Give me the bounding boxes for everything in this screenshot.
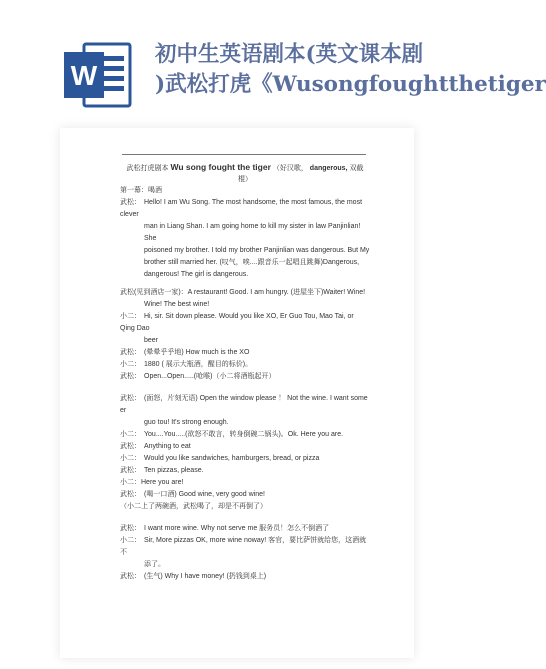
line-text: I want more wine. Why not serve me 服务员！怎么不倒酒了 [144,525,330,532]
speaker: 小二： [120,537,141,544]
page-title [155,40,546,100]
line-text: (晕晕乎乎地) How much is the XO [144,349,250,356]
script-line [120,393,370,417]
script-line: man in Liang Shan. I am going home to kill my sister in law Panjinlian! She [144,223,361,242]
script-line: Wine! The best wine! [144,301,210,308]
doc-heading [120,162,370,185]
script-line [120,535,370,559]
script-line: brother still married her. (叹气，唉....跟音乐一起唱且跳舞)Dangerous, [144,259,360,266]
document-body [120,156,370,583]
doc-heading-cn: 武松打虎剧本 [126,165,169,172]
word-icon-letter: W [70,60,98,91]
line-text: Ten pizzas, please. [144,467,204,474]
speaker: 武松： [120,443,141,450]
stage-direction: （小二上了两碗酒，武松喝了，却是不再倒了） [120,503,267,510]
line-text: (见到酒店一家)：A restaurant! Good. I am hungry. (进屋坐下)Waiter! Wine! [134,289,366,296]
speaker: 武松： [120,199,141,206]
line-text: You....You.....(欲怒不敢言，转身倒碗二锅头)。Ok. Here you are. [144,431,344,438]
speaker: 武松： [120,491,141,498]
script-line [120,371,370,383]
script-line [120,429,370,441]
script-line [120,523,370,535]
script-line: poisoned my brother. I told my brother Panjinlian was dangerous. But My [144,247,370,254]
doc-heading-line2: 棍） [238,176,252,183]
speaker: 小二： [120,313,141,320]
title-line-2: )武松打虎《Wusongfoughtthetiger [155,72,546,97]
script-line: guo tou! It's strong enough. [144,419,229,426]
act-heading: 第一幕：喝酒 [120,187,162,194]
header-rule [122,154,366,155]
script-line [120,311,370,335]
speaker: 武松： [120,573,141,580]
title-line-1: 初中生英语剧本(英文课本剧 [155,42,424,67]
script-line [120,489,370,501]
script-line [120,571,370,583]
document-page [60,128,414,658]
line-text: Sir, More pizzas OK, more wine noway! 客官，要比萨饼就给您，这酒就不 [120,537,367,556]
script-line [120,441,370,453]
line-text: Here you are! [141,479,184,486]
speaker: 武松： [120,373,141,380]
doc-heading-note-post: 双截 [349,165,364,172]
line-text: (生气) Why I have money! (扔钱到桌上) [144,573,267,580]
speaker: 武松 [120,289,134,296]
speaker: 小二： [120,479,141,486]
speaker: 武松： [120,467,141,474]
script-line: 添了。 [144,561,165,568]
line-text: Hi, sir. Sit down please. Would you like XO, Er Guo Tou, Mao Tai, or Qing Dao [120,313,354,332]
speaker: 武松： [120,395,141,402]
speaker: 小二： [120,455,141,462]
line-text: (喝一口酒) Good wine, very good wine! [144,491,265,498]
doc-heading-note-pre: （好汉歌， [272,165,308,172]
script-line [120,347,370,359]
script-line [120,453,370,465]
speaker: 小二： [120,361,141,368]
script-line: beer [144,337,159,344]
script-line [120,197,370,221]
line-text: 1880 ( 展示大瓶酒，醒目的标价)。 [144,361,253,368]
script-line [120,465,370,477]
speaker: 武松： [120,349,141,356]
word-icon [60,38,134,112]
line-text: Hello! I am Wu Song. The most handsome, the most famous, the most clever [120,199,363,218]
line-text: Would you like sandwiches, hamburgers, bread, or pizza [144,455,320,462]
script-line [120,359,370,371]
script-line [120,477,370,489]
line-text: (面怒，片刻无语) Open the window please ！ Not the wine. I want some er [120,395,368,414]
doc-heading-en: Wu song fought the tiger [170,162,271,172]
speaker: 小二： [120,431,141,438]
line-text: Open...Open.....(呛喉)（小二将酒瓶起开） [144,373,276,380]
script-line: dangerous! The girl is dangerous. [144,271,249,278]
doc-heading-bold: dangerous, [309,165,348,172]
line-text: Anything to eat [144,443,191,450]
script-line [120,287,370,299]
speaker: 武松： [120,525,141,532]
